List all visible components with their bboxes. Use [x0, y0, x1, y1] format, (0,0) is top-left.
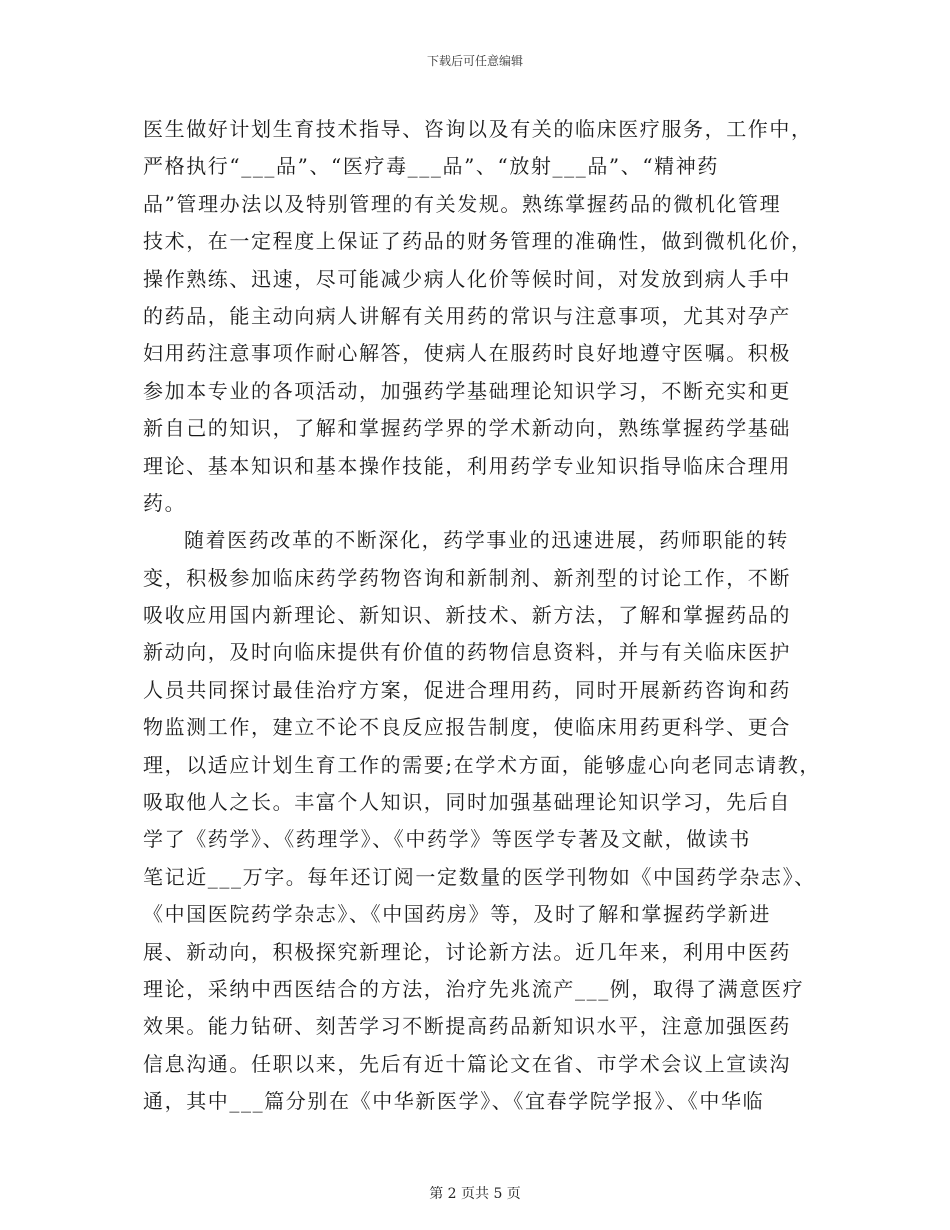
- text-line: 严格执行“___品”、“医疗毒___品”、“放射___品”、“精神药: [143, 154, 719, 179]
- text-line: 学了《药学》、《药理学》、《中药学》等医学专著及文献，做读书: [143, 827, 751, 852]
- text-line: 理，以适应计划生育工作的需要;在学术方面，能够虚心向老同志请教，: [143, 752, 821, 777]
- text-line: 《中国医院药学杂志》、《中国药房》等，及时了解和掌握药学新进: [143, 902, 771, 927]
- text-line: 通，其中___篇分别在《中华新医学》、《宜春学院学报》、《中华临: [143, 1089, 765, 1114]
- text-line: 吸取他人之长。丰富个人知识，同时加强基础理论知识学习，先后自: [143, 790, 791, 815]
- text-line: 参加本专业的各项活动，加强药学基础理论知识学习，不断充实和更: [143, 378, 791, 403]
- page-number: 第 2 页共 5 页: [429, 1186, 521, 1202]
- text-line: 新动向，及时向临床提供有价值的药物信息资料，并与有关临床医护: [143, 640, 791, 665]
- text-line: 妇用药注意事项作耐心解答，使病人在服药时良好地遵守医嘱。积极: [143, 341, 791, 366]
- text-line: 操作熟练、迅速，尽可能减少病人化价等候时间，对发放到病人手中: [143, 266, 791, 291]
- text-line: 人员共同探讨最佳治疗方案，促进合理用药，同时开展新药咨询和药: [143, 677, 791, 702]
- paragraph-start-line: 随着医药改革的不断深化，药学事业的迅速进展，药师职能的转: [184, 528, 789, 553]
- text-line: 变，积极参加临床药学药物咨询和新制剂、新剂型的讨论工作，不断: [143, 565, 791, 590]
- text-line: 物监测工作，建立不论不良反应报告制度，使临床用药更科学、更合: [143, 715, 791, 740]
- text-line: 理论，采纳中西医结合的方法，治疗先兆流产___例，取得了满意医疗: [143, 976, 805, 1001]
- text-line: 理论、基本知识和基本操作技能，利用药学专业知识指导临床合理用: [143, 453, 791, 478]
- document-body: [143, 111, 821, 1121]
- text-line: 品”管理办法以及特别管理的有关发规。熟练掌握药品的微机化管理: [143, 191, 782, 216]
- text-line: 医生做好计划生育技术指导、咨询以及有关的临床医疗服务，工作中，: [143, 117, 813, 141]
- text-line: 效果。能力钻研、刻苦学习不断提高药品新知识水平，注意加强医药: [143, 1014, 791, 1039]
- text-line: 新自己的知识，了解和掌握药学界的学术新动向，熟练掌握药学基础: [143, 416, 791, 441]
- text-line: 展、新动向，积极探究新理论，讨论新方法。近几年来，利用中医药: [143, 939, 791, 964]
- text-line: 药。: [143, 490, 187, 515]
- text-line: 吸收应用国内新理论、新知识、新技术、新方法，了解和掌握药品的: [143, 603, 791, 628]
- text-line: 笔记近___万字。每年还订阅一定数量的医学刊物如《中国药学杂志》、: [143, 864, 816, 889]
- text-line: 技术，在一定程度上保证了药品的财务管理的准确性，做到微机化价，: [143, 229, 813, 254]
- text-line: 的药品，能主动向病人讲解有关用药的常识与注意事项，尤其对孕产: [143, 303, 791, 328]
- text-line: 信息沟通。任职以来，先后有近十篇论文在省、市学术会议上宣读沟: [143, 1051, 791, 1076]
- page-header: 下载后可任意编辑: [426, 54, 523, 68]
